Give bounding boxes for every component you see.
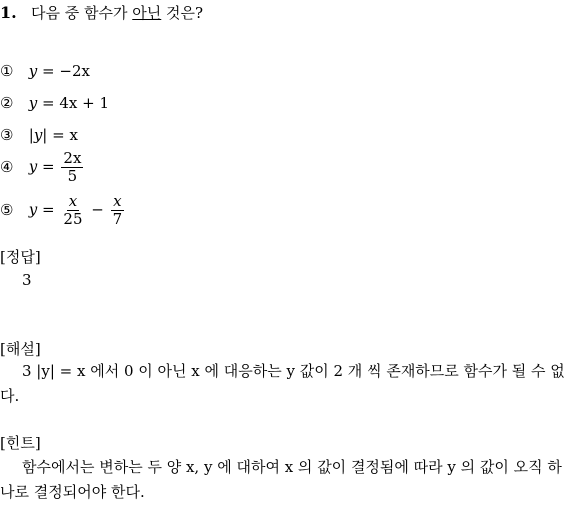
option-lhs: y <box>28 157 38 176</box>
option-rhs: = −2x <box>42 62 90 80</box>
fraction-denominator: 7 <box>112 210 123 228</box>
option-lhs: y <box>28 200 38 219</box>
option-rhs: = 4x + 1 <box>42 94 110 112</box>
hint-text: 함수에서는 변하는 두 양 x, y 에 대하여 x 의 값이 결정됨에 따라 y 의 값이 오직 하나로 결정되어야 한다. <box>0 458 562 501</box>
question-text-underlined: 아닌 <box>132 4 162 22</box>
option-1 <box>0 62 90 80</box>
option-eq: = <box>42 200 55 219</box>
option-mark: ① <box>0 62 14 80</box>
option-3 <box>0 126 78 144</box>
option-lhs: y <box>28 62 38 80</box>
option-eq: = <box>42 157 55 176</box>
fraction-numerator: 2x <box>63 149 82 167</box>
question <box>0 2 203 23</box>
option-mark: ④ <box>0 157 14 176</box>
option-lhs: |y| <box>28 126 48 144</box>
fraction-numerator: x <box>68 192 78 210</box>
fraction-numerator: x <box>113 192 122 210</box>
fraction <box>111 193 125 228</box>
question-text-after: 것은? <box>161 4 204 22</box>
fraction <box>61 193 84 228</box>
question-text-before: 다음 중 함수가 <box>31 4 133 22</box>
option-mark: ③ <box>0 126 14 144</box>
option-rhs: = x <box>52 126 78 144</box>
explanation-label: [해설] <box>0 340 41 358</box>
question-number: 1. <box>0 3 17 22</box>
answer-value: 3 <box>22 271 32 289</box>
option-5 <box>0 193 126 228</box>
option-lhs: y <box>28 94 38 112</box>
fraction <box>61 150 83 185</box>
fraction-denominator: 25 <box>63 210 83 228</box>
option-mark: ② <box>0 94 14 112</box>
hint-label: [힌트] <box>0 434 41 452</box>
explanation-text: 3 |y| = x 에서 0 이 아닌 x 에 대응하는 y 값이 2 개 씩 존재하므로 함수가 될 수 없다. <box>0 362 565 405</box>
option-4 <box>0 150 85 185</box>
fraction-denominator: 5 <box>67 167 78 185</box>
option-minus: − <box>91 200 104 219</box>
option-mark: ⑤ <box>0 200 14 219</box>
option-2 <box>0 94 109 112</box>
answer-label: [정답] <box>0 248 41 266</box>
